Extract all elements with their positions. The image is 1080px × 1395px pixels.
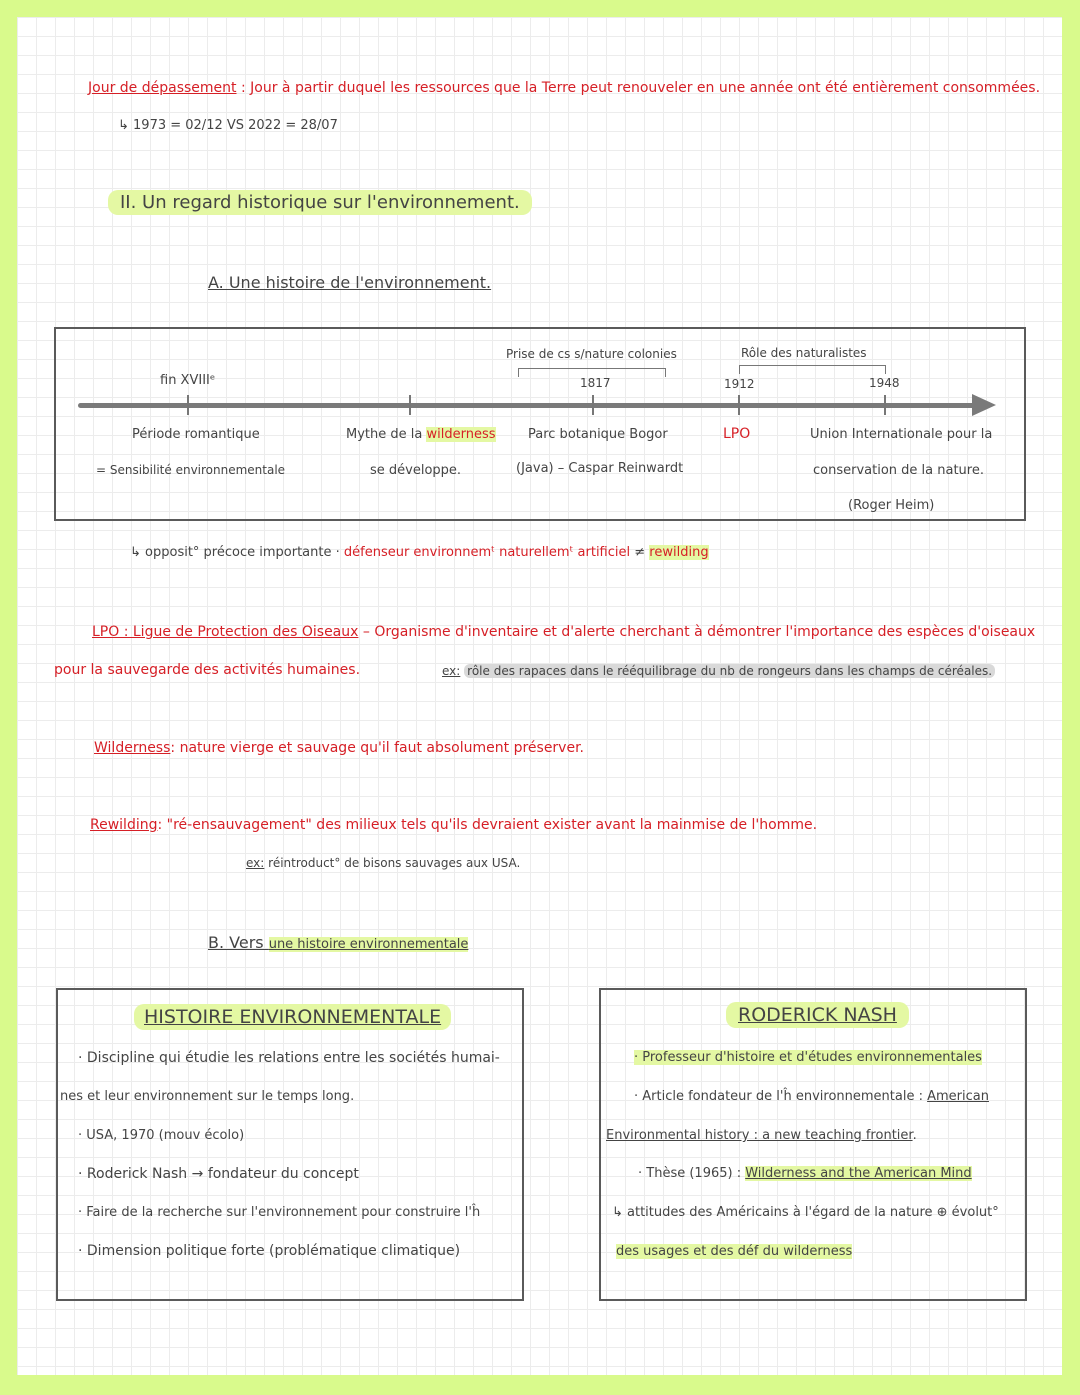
ex-label: ex: bbox=[246, 856, 265, 870]
nash-text: · Thèse (1965) : bbox=[638, 1166, 746, 1181]
timeline-tick bbox=[592, 395, 594, 415]
ex-label: ex: bbox=[442, 664, 461, 678]
timeline-event-uicn-sub: conservation de la nature. bbox=[813, 463, 984, 478]
event-text: Mythe de la bbox=[346, 427, 427, 442]
box-nash-bullet bbox=[616, 1244, 852, 1259]
definition-sep: : bbox=[240, 80, 246, 96]
opposition-note bbox=[130, 545, 709, 560]
wilderness-term: Wilderness bbox=[94, 740, 171, 756]
timeline-date-1817: 1817 bbox=[580, 376, 611, 390]
definition-example: ↳ 1973 = 02/12 VS 2022 = 28/07 bbox=[118, 118, 338, 133]
box-histoire-bullet: · Dimension politique forte (problématique climatique) bbox=[78, 1243, 461, 1259]
timeline-event-wilderness bbox=[346, 427, 496, 442]
note-arrow: ↳ bbox=[130, 545, 146, 560]
box-nash-bullet bbox=[638, 1166, 972, 1181]
sub-b-rest: une histoire environnementale bbox=[268, 937, 469, 952]
event-text: Période romantique bbox=[132, 427, 260, 442]
definition-wilderness bbox=[94, 740, 584, 756]
timeline-event-romantique-sub: = Sensibilité environnementale bbox=[96, 463, 286, 477]
definition-lpo-line1 bbox=[92, 624, 1035, 640]
timeline-event-bogor-sub: (Java) – Caspar Reinwardt bbox=[516, 461, 684, 476]
timeline-date-1912: 1912 bbox=[724, 377, 755, 391]
note-text: opposit° précoce importante · bbox=[145, 545, 344, 560]
box-nash-bullet bbox=[634, 1050, 982, 1065]
rewilding-example bbox=[246, 856, 520, 870]
timeline-event-uicn: Union Internationale pour la bbox=[810, 427, 993, 442]
note-rewilding: rewilding bbox=[649, 545, 709, 560]
definition-text: Jour à partir duquel les ressources que la Terre peut renouveler en une année ont été entièrement consommées. bbox=[250, 80, 1041, 96]
timeline-event-bogor: Parc botanique Bogor bbox=[528, 427, 668, 442]
nash-text: · Professeur d'histoire et d'études environnementales bbox=[634, 1050, 982, 1065]
bracket-label-naturalistes: Rôle des naturalistes bbox=[741, 346, 867, 360]
rewilding-text: : "ré-ensauvagement" des milieux tels qu'ils devraient exister avant la mainmise de l'homme. bbox=[157, 817, 818, 833]
timeline-date-1948: 1948 bbox=[869, 376, 900, 390]
timeline-event-romantique bbox=[132, 427, 260, 442]
box-histoire-bullet: nes et leur environnement sur le temps long. bbox=[60, 1089, 355, 1104]
ex-text: rôle des rapaces dans le rééquilibrage du nb de rongeurs dans les champs de céréales. bbox=[464, 664, 995, 678]
nash-text: des usages et des déf du wilderness bbox=[616, 1244, 853, 1259]
nash-text-title: Environmental history : a new teaching frontier bbox=[606, 1128, 913, 1143]
nash-text-title: Wilderness and the American Mind bbox=[745, 1166, 972, 1181]
bracket-label-colonies: Prise de cs s/nature colonies bbox=[506, 347, 677, 361]
lpo-term: LPO : Ligue de Protection des Oiseaux bbox=[92, 624, 359, 640]
rewilding-term: Rewilding bbox=[90, 817, 158, 833]
event-text-red: wilderness bbox=[426, 427, 496, 442]
definition-term: Jour de dépassement bbox=[88, 80, 237, 96]
box-nash-bullet bbox=[606, 1128, 917, 1143]
nash-text: . bbox=[912, 1128, 917, 1143]
timeline-top-label: fin XVIIIᵉ bbox=[160, 373, 216, 388]
ex-text: réintroduct° de bisons sauvages aux USA. bbox=[268, 856, 521, 870]
box-histoire-bullet: · Faire de la recherche sur l'environnement pour construire l'ĥ bbox=[78, 1205, 481, 1220]
box-nash-title: RODERICK NASH bbox=[726, 1002, 909, 1028]
box-histoire-title: HISTOIRE ENVIRONNEMENTALE bbox=[134, 1004, 451, 1030]
timeline-tick bbox=[187, 395, 189, 415]
note-text-red: ᵗ naturellemᵗ artificiel bbox=[491, 545, 631, 560]
note-neq: ≠ bbox=[630, 545, 650, 560]
box-nash-bullet: ↳ attitudes des Américains à l'égard de la nature ⊕ évolut° bbox=[612, 1205, 999, 1220]
timeline-event-lpo: LPO bbox=[723, 426, 751, 442]
definition-jour-line bbox=[88, 80, 1040, 96]
box-histoire-bullet: · USA, 1970 (mouv écolo) bbox=[78, 1128, 245, 1143]
box-nash-bullet bbox=[634, 1089, 989, 1104]
timeline-axis bbox=[78, 403, 978, 408]
timeline-tick bbox=[884, 395, 886, 415]
note-text-red: défenseur environnem bbox=[343, 545, 492, 560]
definition-rewilding bbox=[90, 817, 817, 833]
box-histoire-bullet: · Roderick Nash → fondateur du concept bbox=[78, 1166, 359, 1182]
nash-text-title: American bbox=[927, 1089, 989, 1104]
nash-text: · Article fondateur de l'ĥ environnementale : bbox=[634, 1089, 928, 1104]
section-title: II. Un regard historique sur l'environnement. bbox=[108, 190, 532, 215]
sub-b-prefix: B. Vers bbox=[208, 933, 269, 952]
timeline-event-uicn-author: (Roger Heim) bbox=[848, 498, 935, 513]
timeline-tick bbox=[409, 395, 411, 415]
lpo-text: – Organisme d'inventaire et d'alerte cherchant à démontrer l'importance des espèces d'oiseaux bbox=[358, 624, 1036, 640]
subsection-b-title bbox=[208, 933, 468, 952]
arrow-head-icon bbox=[972, 394, 996, 416]
timeline-event-wilderness-sub: se développe. bbox=[370, 463, 462, 478]
timeline-tick bbox=[738, 395, 740, 415]
lpo-example bbox=[442, 664, 995, 678]
definition-lpo-line2: pour la sauvegarde des activités humaines. bbox=[54, 662, 361, 678]
bracket-naturalistes bbox=[739, 365, 886, 374]
box-histoire-bullet: · Discipline qui étudie les relations entre les sociétés humai- bbox=[78, 1050, 500, 1066]
wilderness-text: : nature vierge et sauvage qu'il faut absolument préserver. bbox=[170, 740, 585, 756]
subsection-a-title: A. Une histoire de l'environnement. bbox=[208, 273, 492, 292]
